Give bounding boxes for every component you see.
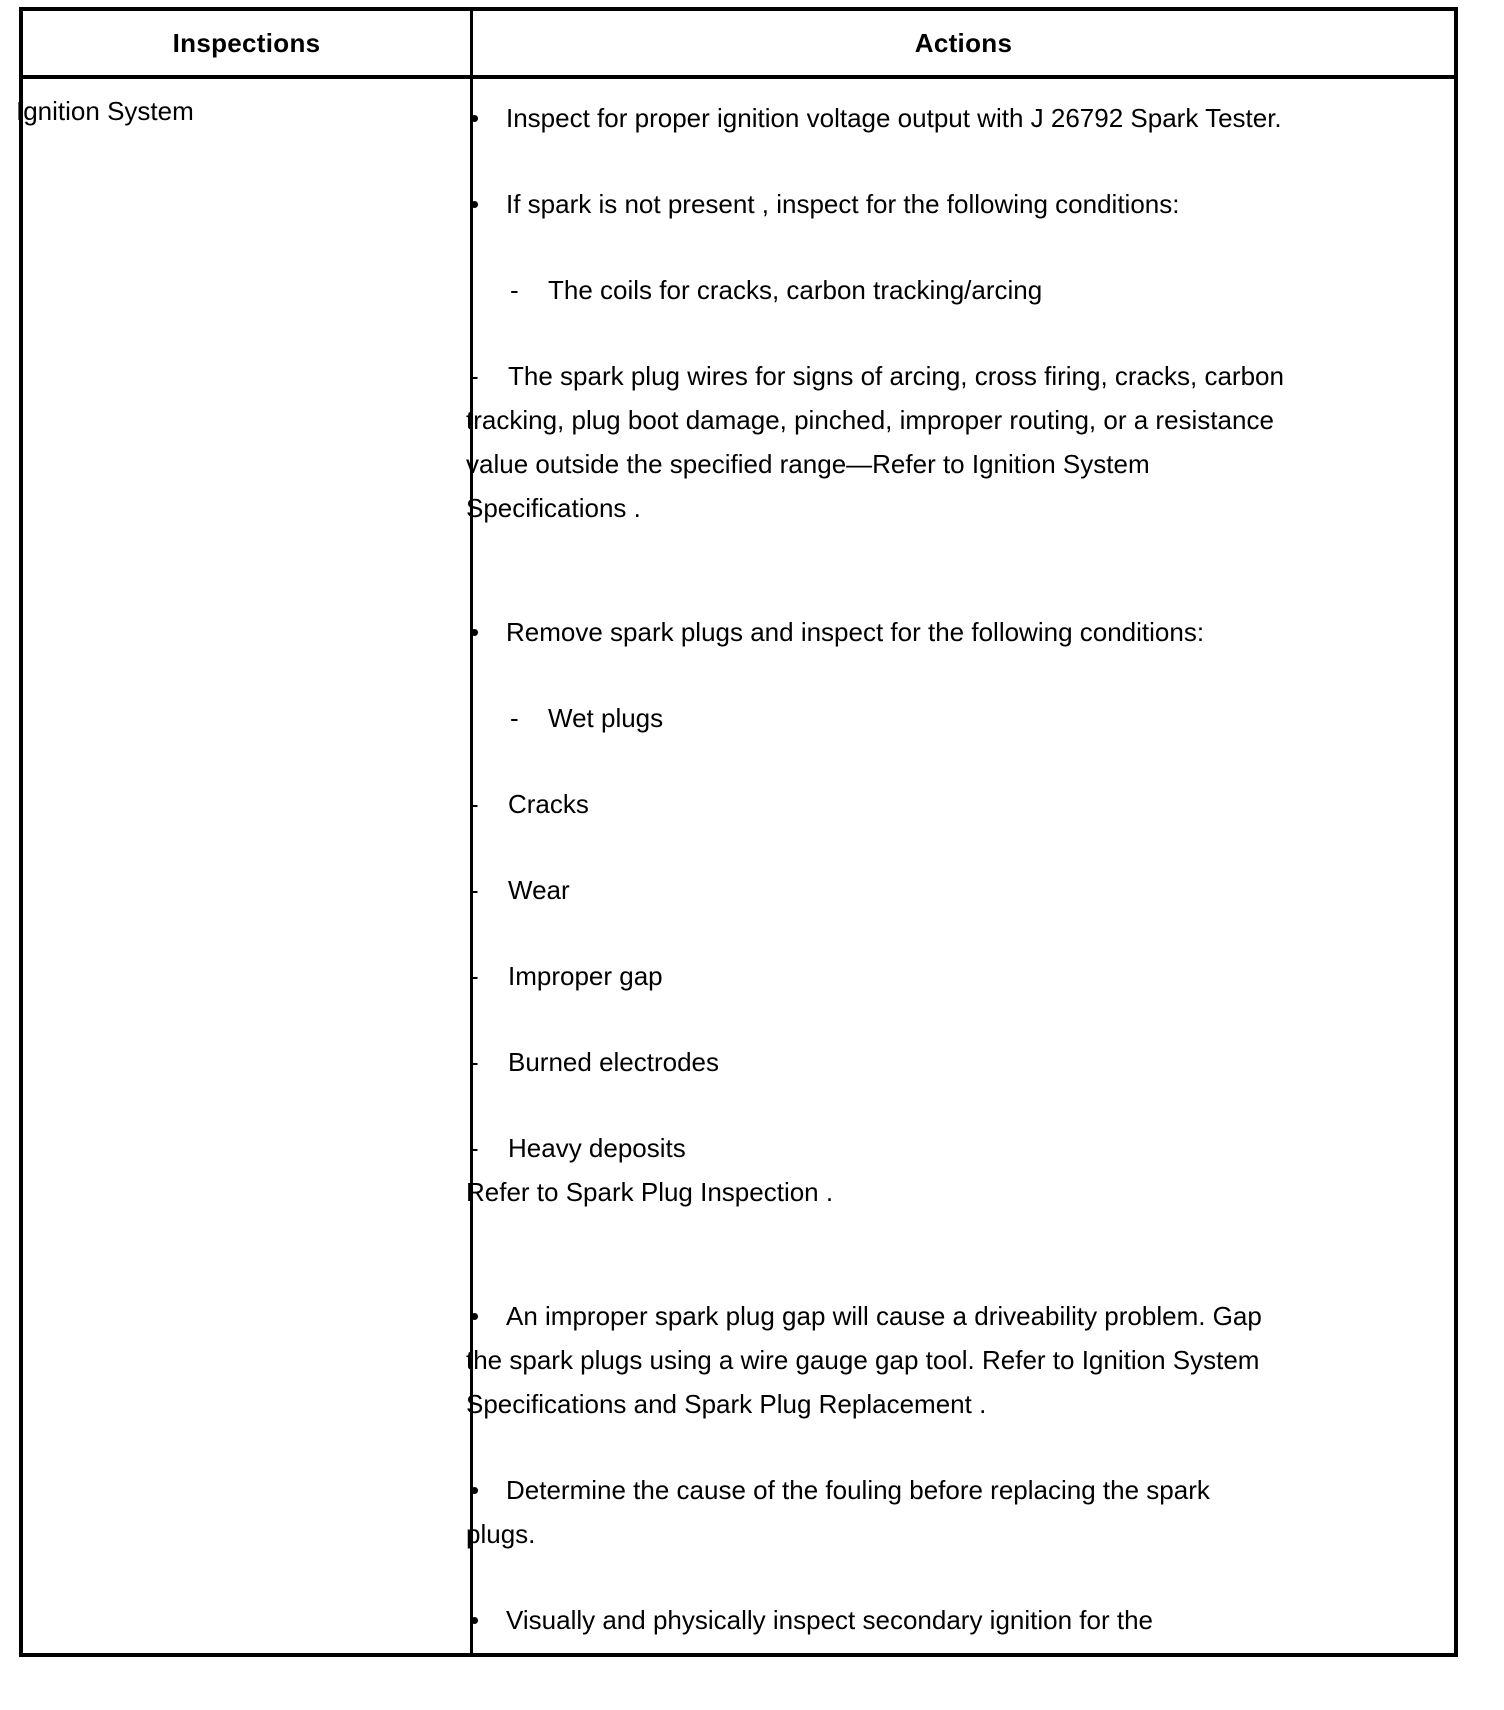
subitem-text: Heavy deposits [508,1133,686,1163]
dash-marker: - [470,361,479,391]
subitem-text: Improper gap [508,961,663,991]
dash-marker: - [470,1133,479,1163]
subitem-text: Wet plugs [548,703,664,733]
action-text: Determine the cause of the fouling before replacing the spark [506,1475,1210,1505]
action-continuation: Specifications and Spark Plug Replacement . [466,1389,987,1419]
action-text: Visually and physically inspect secondary ignition for the [506,1605,1153,1635]
dash-marker: - [470,875,479,905]
subitem-continuation: Specifications . [466,493,641,523]
dash-marker: - [510,703,519,733]
action-subitem [466,868,1366,912]
action-text: Remove spark plugs and inspect for the following conditions: [506,617,1205,647]
bullet-icon: • [470,1605,480,1635]
action-subitem [466,1126,1366,1170]
dash-marker: - [470,789,479,819]
bullet-icon: • [470,617,480,647]
dash-marker: - [470,1047,479,1077]
action-item [466,182,1366,226]
action-subitem [466,696,1366,740]
subitem-text: Wear [508,875,570,905]
bullet-icon: • [470,189,480,219]
header-actions: Actions [914,27,1013,58]
subitem-text: Burned electrodes [508,1047,720,1077]
action-item [466,1294,1366,1338]
header-inspections: Inspections [172,27,321,58]
action-text: An improper spark plug gap will cause a driveability problem. Gap [506,1301,1262,1331]
action-continuation: the spark plugs using a wire gauge gap tool. Refer to Ignition System [466,1345,1260,1375]
actions-cell [466,96,1366,1642]
action-subitem [466,268,1366,312]
action-continuation: plugs. [466,1519,536,1549]
dash-marker: - [510,275,519,305]
bullet-icon: • [470,103,480,133]
subitem-text: The spark plug wires for signs of arcing, cross firing, cracks, carbon [508,361,1284,391]
subitem-text: The coils for cracks, carbon tracking/arcing [548,275,1043,305]
bullet-icon: • [470,1301,480,1331]
bullet-icon: • [470,1475,480,1505]
action-text: Inspect for proper ignition voltage output with J 26792 Spark Tester. [506,103,1282,133]
subitem-continuation: value outside the specified range—Refer to Ignition System [466,449,1150,479]
action-subitem [466,954,1366,998]
action-item [466,1598,1366,1642]
action-text: If spark is not present , inspect for the following conditions: [506,189,1180,219]
subitem-text: Cracks [508,789,589,819]
action-subitem [466,1040,1366,1084]
header-rule [23,75,1454,79]
action-item [466,1468,1366,1512]
action-item [466,610,1366,654]
dash-marker: - [470,961,479,991]
reference-text: Refer to Spark Plug Inspection . [466,1177,834,1207]
subitem-continuation: tracking, plug boot damage, pinched, improper routing, or a resistance [466,405,1274,435]
action-subitem [466,354,1366,398]
action-item [466,96,1366,140]
action-subitem [466,782,1366,826]
inspection-ignition-system: Ignition System [16,96,194,126]
